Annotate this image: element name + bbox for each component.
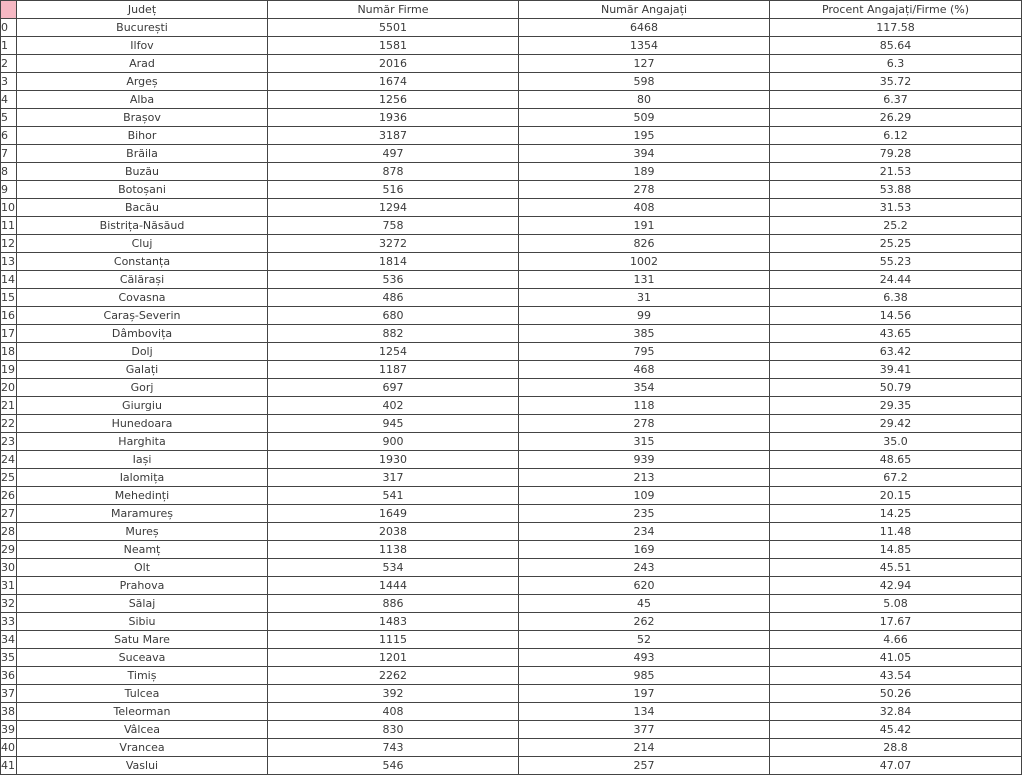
cell-numar-firme[interactable]: 680 bbox=[268, 307, 519, 325]
row-index[interactable]: 25 bbox=[1, 469, 17, 487]
table-row[interactable] bbox=[1, 361, 1022, 379]
cell-judet[interactable]: Teleorman bbox=[17, 703, 268, 721]
row-index[interactable]: 30 bbox=[1, 559, 17, 577]
cell-procent[interactable]: 45.51 bbox=[770, 559, 1022, 577]
cell-judet[interactable]: Vrancea bbox=[17, 739, 268, 757]
table-row[interactable] bbox=[1, 235, 1022, 253]
cell-judet[interactable]: Giurgiu bbox=[17, 397, 268, 415]
cell-procent[interactable]: 20.15 bbox=[770, 487, 1022, 505]
cell-procent[interactable]: 41.05 bbox=[770, 649, 1022, 667]
table-row[interactable] bbox=[1, 343, 1022, 361]
cell-numar-firme[interactable]: 1187 bbox=[268, 361, 519, 379]
row-index[interactable]: 34 bbox=[1, 631, 17, 649]
cell-procent[interactable]: 14.85 bbox=[770, 541, 1022, 559]
cell-numar-firme[interactable]: 743 bbox=[268, 739, 519, 757]
row-index[interactable]: 19 bbox=[1, 361, 17, 379]
cell-numar-firme[interactable]: 1444 bbox=[268, 577, 519, 595]
cell-numar-firme[interactable]: 1138 bbox=[268, 541, 519, 559]
cell-judet[interactable]: Neamț bbox=[17, 541, 268, 559]
cell-numar-angajati[interactable]: 278 bbox=[519, 181, 770, 199]
cell-judet[interactable]: Sibiu bbox=[17, 613, 268, 631]
cell-numar-angajati[interactable]: 278 bbox=[519, 415, 770, 433]
row-index[interactable]: 22 bbox=[1, 415, 17, 433]
row-index[interactable]: 9 bbox=[1, 181, 17, 199]
cell-numar-angajati[interactable]: 315 bbox=[519, 433, 770, 451]
cell-procent[interactable]: 39.41 bbox=[770, 361, 1022, 379]
cell-numar-firme[interactable]: 2038 bbox=[268, 523, 519, 541]
row-index[interactable]: 20 bbox=[1, 379, 17, 397]
row-index[interactable]: 15 bbox=[1, 289, 17, 307]
cell-numar-angajati[interactable]: 214 bbox=[519, 739, 770, 757]
cell-numar-firme[interactable]: 878 bbox=[268, 163, 519, 181]
cell-judet[interactable]: Ilfov bbox=[17, 37, 268, 55]
row-index[interactable]: 35 bbox=[1, 649, 17, 667]
row-index[interactable]: 23 bbox=[1, 433, 17, 451]
cell-procent[interactable]: 50.79 bbox=[770, 379, 1022, 397]
table-row[interactable] bbox=[1, 451, 1022, 469]
cell-judet[interactable]: Mureș bbox=[17, 523, 268, 541]
cell-judet[interactable]: Brăila bbox=[17, 145, 268, 163]
cell-numar-angajati[interactable]: 509 bbox=[519, 109, 770, 127]
row-index[interactable]: 2 bbox=[1, 55, 17, 73]
table-row[interactable] bbox=[1, 19, 1022, 37]
cell-numar-angajati[interactable]: 408 bbox=[519, 199, 770, 217]
cell-numar-firme[interactable]: 402 bbox=[268, 397, 519, 415]
cell-numar-firme[interactable]: 882 bbox=[268, 325, 519, 343]
cell-procent[interactable]: 32.84 bbox=[770, 703, 1022, 721]
cell-numar-firme[interactable]: 1674 bbox=[268, 73, 519, 91]
cell-numar-angajati[interactable]: 354 bbox=[519, 379, 770, 397]
cell-judet[interactable]: Brașov bbox=[17, 109, 268, 127]
row-index[interactable]: 6 bbox=[1, 127, 17, 145]
cell-judet[interactable]: Caraș-Severin bbox=[17, 307, 268, 325]
cell-judet[interactable]: Iași bbox=[17, 451, 268, 469]
table-row[interactable] bbox=[1, 649, 1022, 667]
table-row[interactable] bbox=[1, 703, 1022, 721]
row-index[interactable]: 13 bbox=[1, 253, 17, 271]
cell-procent[interactable]: 17.67 bbox=[770, 613, 1022, 631]
cell-numar-angajati[interactable]: 191 bbox=[519, 217, 770, 235]
cell-judet[interactable]: Timiș bbox=[17, 667, 268, 685]
cell-judet[interactable]: Olt bbox=[17, 559, 268, 577]
cell-numar-angajati[interactable]: 468 bbox=[519, 361, 770, 379]
header-row bbox=[1, 1, 1022, 19]
cell-procent[interactable]: 14.56 bbox=[770, 307, 1022, 325]
cell-procent[interactable]: 24.44 bbox=[770, 271, 1022, 289]
row-index[interactable]: 8 bbox=[1, 163, 17, 181]
cell-numar-firme[interactable]: 392 bbox=[268, 685, 519, 703]
cell-procent[interactable]: 5.08 bbox=[770, 595, 1022, 613]
table-row[interactable] bbox=[1, 469, 1022, 487]
cell-numar-angajati[interactable]: 1354 bbox=[519, 37, 770, 55]
table-row[interactable] bbox=[1, 379, 1022, 397]
cell-numar-angajati[interactable]: 235 bbox=[519, 505, 770, 523]
cell-numar-angajati[interactable]: 109 bbox=[519, 487, 770, 505]
cell-numar-firme[interactable]: 1294 bbox=[268, 199, 519, 217]
row-index[interactable]: 1 bbox=[1, 37, 17, 55]
cell-numar-angajati[interactable]: 80 bbox=[519, 91, 770, 109]
cell-numar-firme[interactable]: 1936 bbox=[268, 109, 519, 127]
cell-procent[interactable]: 11.48 bbox=[770, 523, 1022, 541]
cell-procent[interactable]: 25.2 bbox=[770, 217, 1022, 235]
cell-judet[interactable]: Gorj bbox=[17, 379, 268, 397]
cell-procent[interactable]: 14.25 bbox=[770, 505, 1022, 523]
corner-cell[interactable] bbox=[1, 1, 17, 19]
cell-judet[interactable]: Vaslui bbox=[17, 757, 268, 775]
table-row[interactable] bbox=[1, 37, 1022, 55]
cell-numar-firme[interactable]: 534 bbox=[268, 559, 519, 577]
cell-judet[interactable]: București bbox=[17, 19, 268, 37]
cell-numar-firme[interactable]: 536 bbox=[268, 271, 519, 289]
cell-procent[interactable]: 31.53 bbox=[770, 199, 1022, 217]
table-row[interactable] bbox=[1, 55, 1022, 73]
cell-judet[interactable]: Vâlcea bbox=[17, 721, 268, 739]
cell-numar-angajati[interactable]: 385 bbox=[519, 325, 770, 343]
table-row[interactable] bbox=[1, 559, 1022, 577]
table-header bbox=[1, 1, 1022, 19]
table-row[interactable] bbox=[1, 757, 1022, 775]
cell-numar-firme[interactable]: 945 bbox=[268, 415, 519, 433]
table-row[interactable] bbox=[1, 685, 1022, 703]
table-body bbox=[1, 19, 1022, 775]
table-row[interactable] bbox=[1, 199, 1022, 217]
cell-numar-angajati[interactable]: 134 bbox=[519, 703, 770, 721]
cell-numar-firme[interactable]: 541 bbox=[268, 487, 519, 505]
cell-numar-angajati[interactable]: 377 bbox=[519, 721, 770, 739]
cell-judet[interactable]: Alba bbox=[17, 91, 268, 109]
cell-procent[interactable]: 50.26 bbox=[770, 685, 1022, 703]
table-row[interactable] bbox=[1, 433, 1022, 451]
row-index[interactable]: 11 bbox=[1, 217, 17, 235]
cell-judet[interactable]: Galați bbox=[17, 361, 268, 379]
cell-numar-firme[interactable]: 3272 bbox=[268, 235, 519, 253]
cell-judet[interactable]: Sălaj bbox=[17, 595, 268, 613]
cell-judet[interactable]: Buzău bbox=[17, 163, 268, 181]
column-header-numar-firme[interactable]: Număr Firme bbox=[268, 1, 519, 19]
cell-judet[interactable]: Harghita bbox=[17, 433, 268, 451]
table-row[interactable] bbox=[1, 181, 1022, 199]
table-row[interactable] bbox=[1, 109, 1022, 127]
table-row[interactable] bbox=[1, 91, 1022, 109]
cell-procent[interactable]: 47.07 bbox=[770, 757, 1022, 775]
row-index[interactable]: 32 bbox=[1, 595, 17, 613]
cell-numar-firme[interactable]: 1581 bbox=[268, 37, 519, 55]
cell-procent[interactable]: 6.38 bbox=[770, 289, 1022, 307]
cell-numar-firme[interactable]: 1256 bbox=[268, 91, 519, 109]
row-index[interactable]: 17 bbox=[1, 325, 17, 343]
table-row[interactable] bbox=[1, 739, 1022, 757]
table-row[interactable] bbox=[1, 127, 1022, 145]
cell-judet[interactable]: Dâmbovița bbox=[17, 325, 268, 343]
cell-numar-firme[interactable]: 1254 bbox=[268, 343, 519, 361]
cell-procent[interactable]: 6.3 bbox=[770, 55, 1022, 73]
table-row[interactable] bbox=[1, 73, 1022, 91]
cell-judet[interactable]: Maramureș bbox=[17, 505, 268, 523]
column-header-judet[interactable]: Județ bbox=[17, 1, 268, 19]
row-index[interactable]: 3 bbox=[1, 73, 17, 91]
cell-judet[interactable]: Covasna bbox=[17, 289, 268, 307]
row-index[interactable]: 39 bbox=[1, 721, 17, 739]
cell-numar-angajati[interactable]: 262 bbox=[519, 613, 770, 631]
cell-numar-angajati[interactable]: 189 bbox=[519, 163, 770, 181]
column-header-procent[interactable]: Procent Angajați/Firme (%) bbox=[770, 1, 1022, 19]
cell-numar-angajati[interactable]: 195 bbox=[519, 127, 770, 145]
cell-numar-angajati[interactable]: 213 bbox=[519, 469, 770, 487]
cell-judet[interactable]: Bacău bbox=[17, 199, 268, 217]
cell-numar-firme[interactable]: 1483 bbox=[268, 613, 519, 631]
row-index[interactable]: 36 bbox=[1, 667, 17, 685]
cell-numar-angajati[interactable]: 31 bbox=[519, 289, 770, 307]
table-row[interactable] bbox=[1, 541, 1022, 559]
cell-numar-firme[interactable]: 1930 bbox=[268, 451, 519, 469]
cell-numar-firme[interactable]: 886 bbox=[268, 595, 519, 613]
row-index[interactable]: 16 bbox=[1, 307, 17, 325]
cell-numar-angajati[interactable]: 127 bbox=[519, 55, 770, 73]
cell-numar-angajati[interactable]: 234 bbox=[519, 523, 770, 541]
row-index[interactable]: 5 bbox=[1, 109, 17, 127]
cell-numar-firme[interactable]: 546 bbox=[268, 757, 519, 775]
table-row[interactable] bbox=[1, 577, 1022, 595]
table-row[interactable] bbox=[1, 307, 1022, 325]
table-row[interactable] bbox=[1, 163, 1022, 181]
row-index[interactable]: 37 bbox=[1, 685, 17, 703]
cell-numar-firme[interactable]: 830 bbox=[268, 721, 519, 739]
cell-judet[interactable]: Cluj bbox=[17, 235, 268, 253]
cell-numar-angajati[interactable]: 118 bbox=[519, 397, 770, 415]
table-row[interactable] bbox=[1, 325, 1022, 343]
cell-procent[interactable]: 85.64 bbox=[770, 37, 1022, 55]
cell-numar-firme[interactable]: 1201 bbox=[268, 649, 519, 667]
cell-procent[interactable]: 43.54 bbox=[770, 667, 1022, 685]
row-index[interactable]: 38 bbox=[1, 703, 17, 721]
cell-numar-angajati[interactable]: 493 bbox=[519, 649, 770, 667]
column-header-numar-angajati[interactable]: Număr Angajați bbox=[519, 1, 770, 19]
cell-procent[interactable]: 117.58 bbox=[770, 19, 1022, 37]
row-index[interactable]: 31 bbox=[1, 577, 17, 595]
cell-judet[interactable]: Prahova bbox=[17, 577, 268, 595]
cell-procent[interactable]: 63.42 bbox=[770, 343, 1022, 361]
cell-procent[interactable]: 6.12 bbox=[770, 127, 1022, 145]
row-index[interactable]: 21 bbox=[1, 397, 17, 415]
table-row[interactable] bbox=[1, 253, 1022, 271]
cell-numar-firme[interactable]: 486 bbox=[268, 289, 519, 307]
cell-procent[interactable]: 35.72 bbox=[770, 73, 1022, 91]
cell-judet[interactable]: Dolj bbox=[17, 343, 268, 361]
table-row[interactable] bbox=[1, 523, 1022, 541]
cell-procent[interactable]: 28.8 bbox=[770, 739, 1022, 757]
cell-numar-angajati[interactable]: 197 bbox=[519, 685, 770, 703]
row-index[interactable]: 18 bbox=[1, 343, 17, 361]
cell-numar-firme[interactable]: 1814 bbox=[268, 253, 519, 271]
row-index[interactable]: 4 bbox=[1, 91, 17, 109]
cell-procent[interactable]: 79.28 bbox=[770, 145, 1022, 163]
cell-numar-firme[interactable]: 408 bbox=[268, 703, 519, 721]
row-index[interactable]: 7 bbox=[1, 145, 17, 163]
cell-numar-angajati[interactable]: 99 bbox=[519, 307, 770, 325]
row-index[interactable]: 0 bbox=[1, 19, 17, 37]
row-index[interactable]: 41 bbox=[1, 757, 17, 775]
cell-judet[interactable]: Tulcea bbox=[17, 685, 268, 703]
cell-judet[interactable]: Hunedoara bbox=[17, 415, 268, 433]
cell-judet[interactable]: Călărași bbox=[17, 271, 268, 289]
cell-numar-firme[interactable]: 2016 bbox=[268, 55, 519, 73]
cell-procent[interactable]: 29.42 bbox=[770, 415, 1022, 433]
cell-procent[interactable]: 25.25 bbox=[770, 235, 1022, 253]
row-index[interactable]: 26 bbox=[1, 487, 17, 505]
cell-judet[interactable]: Satu Mare bbox=[17, 631, 268, 649]
cell-numar-angajati[interactable]: 598 bbox=[519, 73, 770, 91]
cell-procent[interactable]: 6.37 bbox=[770, 91, 1022, 109]
table-row[interactable] bbox=[1, 721, 1022, 739]
cell-judet[interactable]: Constanța bbox=[17, 253, 268, 271]
cell-procent[interactable]: 48.65 bbox=[770, 451, 1022, 469]
cell-judet[interactable]: Botoșani bbox=[17, 181, 268, 199]
cell-numar-firme[interactable]: 758 bbox=[268, 217, 519, 235]
cell-procent[interactable]: 42.94 bbox=[770, 577, 1022, 595]
cell-judet[interactable]: Bihor bbox=[17, 127, 268, 145]
cell-numar-angajati[interactable]: 620 bbox=[519, 577, 770, 595]
cell-numar-firme[interactable]: 1115 bbox=[268, 631, 519, 649]
cell-procent[interactable]: 53.88 bbox=[770, 181, 1022, 199]
row-index[interactable]: 27 bbox=[1, 505, 17, 523]
cell-procent[interactable]: 26.29 bbox=[770, 109, 1022, 127]
cell-judet[interactable]: Arad bbox=[17, 55, 268, 73]
cell-numar-angajati[interactable]: 826 bbox=[519, 235, 770, 253]
cell-judet[interactable]: Mehedinți bbox=[17, 487, 268, 505]
cell-procent[interactable]: 4.66 bbox=[770, 631, 1022, 649]
cell-numar-angajati[interactable]: 1002 bbox=[519, 253, 770, 271]
cell-judet[interactable]: Ialomița bbox=[17, 469, 268, 487]
cell-procent[interactable]: 67.2 bbox=[770, 469, 1022, 487]
cell-judet[interactable]: Argeș bbox=[17, 73, 268, 91]
cell-numar-angajati[interactable]: 257 bbox=[519, 757, 770, 775]
cell-procent[interactable]: 21.53 bbox=[770, 163, 1022, 181]
cell-numar-angajati[interactable]: 985 bbox=[519, 667, 770, 685]
cell-numar-firme[interactable]: 3187 bbox=[268, 127, 519, 145]
table-row[interactable] bbox=[1, 631, 1022, 649]
cell-procent[interactable]: 35.0 bbox=[770, 433, 1022, 451]
row-index[interactable]: 24 bbox=[1, 451, 17, 469]
cell-judet[interactable]: Suceava bbox=[17, 649, 268, 667]
cell-numar-firme[interactable]: 497 bbox=[268, 145, 519, 163]
cell-numar-firme[interactable]: 317 bbox=[268, 469, 519, 487]
table-row[interactable] bbox=[1, 595, 1022, 613]
row-index[interactable]: 40 bbox=[1, 739, 17, 757]
cell-numar-angajati[interactable]: 795 bbox=[519, 343, 770, 361]
cell-numar-angajati[interactable]: 131 bbox=[519, 271, 770, 289]
row-index[interactable]: 29 bbox=[1, 541, 17, 559]
cell-numar-angajati[interactable]: 45 bbox=[519, 595, 770, 613]
cell-numar-firme[interactable]: 697 bbox=[268, 379, 519, 397]
table-row[interactable] bbox=[1, 217, 1022, 235]
cell-numar-angajati[interactable]: 243 bbox=[519, 559, 770, 577]
row-index[interactable]: 14 bbox=[1, 271, 17, 289]
cell-numar-angajati[interactable]: 52 bbox=[519, 631, 770, 649]
table-row[interactable] bbox=[1, 145, 1022, 163]
row-index[interactable]: 28 bbox=[1, 523, 17, 541]
table-row[interactable] bbox=[1, 667, 1022, 685]
table-row[interactable] bbox=[1, 487, 1022, 505]
table-row[interactable] bbox=[1, 415, 1022, 433]
table-row[interactable] bbox=[1, 289, 1022, 307]
cell-procent[interactable]: 43.65 bbox=[770, 325, 1022, 343]
cell-judet[interactable]: Bistrița-Năsăud bbox=[17, 217, 268, 235]
cell-numar-firme[interactable]: 2262 bbox=[268, 667, 519, 685]
table-row[interactable] bbox=[1, 271, 1022, 289]
cell-procent[interactable]: 45.42 bbox=[770, 721, 1022, 739]
row-index[interactable]: 12 bbox=[1, 235, 17, 253]
cell-numar-angajati[interactable]: 939 bbox=[519, 451, 770, 469]
cell-numar-angajati[interactable]: 394 bbox=[519, 145, 770, 163]
cell-numar-firme[interactable]: 1649 bbox=[268, 505, 519, 523]
row-index[interactable]: 33 bbox=[1, 613, 17, 631]
table-row[interactable] bbox=[1, 397, 1022, 415]
cell-numar-firme[interactable]: 900 bbox=[268, 433, 519, 451]
table-row[interactable] bbox=[1, 613, 1022, 631]
cell-numar-firme[interactable]: 5501 bbox=[268, 19, 519, 37]
cell-numar-angajati[interactable]: 169 bbox=[519, 541, 770, 559]
row-index[interactable]: 10 bbox=[1, 199, 17, 217]
cell-procent[interactable]: 29.35 bbox=[770, 397, 1022, 415]
cell-numar-angajati[interactable]: 6468 bbox=[519, 19, 770, 37]
cell-procent[interactable]: 55.23 bbox=[770, 253, 1022, 271]
cell-numar-firme[interactable]: 516 bbox=[268, 181, 519, 199]
table-row[interactable] bbox=[1, 505, 1022, 523]
